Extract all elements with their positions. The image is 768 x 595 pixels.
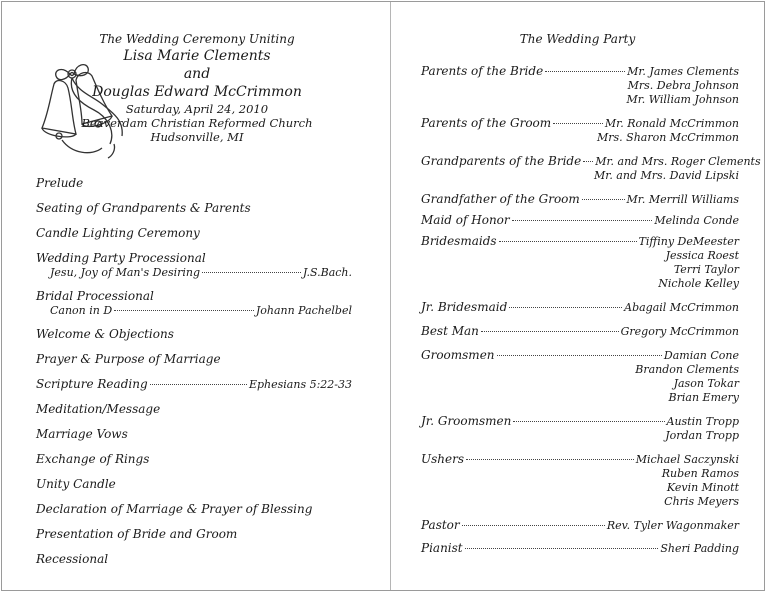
party-row bbox=[421, 192, 739, 207]
party-member: Tiffiny DeMeester bbox=[638, 235, 739, 248]
party-group bbox=[421, 348, 739, 405]
dot-leader bbox=[497, 355, 662, 356]
party-member: Michael Saczynski bbox=[635, 453, 739, 466]
party-member: Ruben Ramos bbox=[661, 467, 739, 480]
program-item: Seating of Grandparents & Parents bbox=[36, 201, 251, 215]
party-role: Grandfather of the Groom bbox=[421, 192, 580, 206]
party-role: Best Man bbox=[421, 324, 479, 338]
party-member: Terri Taylor bbox=[673, 263, 739, 276]
program-item-label: Bridal Processional bbox=[36, 289, 154, 303]
dot-leader bbox=[553, 123, 603, 124]
dot-leader bbox=[114, 310, 254, 311]
order-of-service bbox=[36, 176, 352, 567]
party-row bbox=[421, 518, 739, 533]
program-item: Prelude bbox=[36, 176, 84, 190]
dot-leader bbox=[465, 548, 659, 549]
party-group bbox=[421, 518, 739, 533]
party-member: Jordan Tropp bbox=[665, 429, 739, 442]
party-row bbox=[421, 452, 739, 467]
program-item: Exchange of Rings bbox=[36, 452, 150, 466]
party-group bbox=[421, 300, 739, 315]
dot-leader bbox=[481, 331, 619, 332]
party-group bbox=[421, 414, 739, 443]
program-item-label: Scripture Reading bbox=[36, 377, 148, 391]
ceremony-panel bbox=[2, 2, 390, 590]
music-title: Jesu, Joy of Man's Desiring bbox=[50, 266, 201, 279]
program-item bbox=[36, 377, 352, 392]
party-group bbox=[421, 541, 739, 556]
music-title: Canon in D bbox=[50, 304, 113, 317]
party-member: Mrs. Sharon McCrimmon bbox=[597, 131, 739, 144]
party-role: Parents of the Bride bbox=[421, 64, 544, 78]
wedding-party-list bbox=[421, 64, 761, 564]
groom-name: Douglas Edward McCrimmon bbox=[92, 84, 302, 100]
party-row bbox=[421, 414, 739, 429]
party-row bbox=[421, 324, 739, 339]
party-member: Mr. Merrill Williams bbox=[626, 193, 739, 206]
party-row bbox=[421, 116, 739, 131]
party-member: Nichole Kelley bbox=[658, 277, 739, 290]
party-member: Mr. James Clements bbox=[627, 65, 739, 78]
party-member: Brandon Clements bbox=[635, 363, 739, 376]
party-member: Damian Cone bbox=[663, 349, 739, 362]
party-member: Gregory McCrimmon bbox=[620, 325, 739, 338]
party-row bbox=[421, 541, 739, 556]
party-group bbox=[421, 116, 739, 145]
party-member: Sheri Padding bbox=[660, 542, 739, 555]
party-row bbox=[421, 64, 739, 79]
party-member: Mr. and Mrs. Roger Clements bbox=[595, 155, 761, 168]
party-role: Parents of the Groom bbox=[421, 116, 552, 130]
party-role: Groomsmen bbox=[421, 348, 495, 362]
party-group bbox=[421, 324, 739, 339]
party-row bbox=[421, 234, 739, 249]
dot-leader bbox=[150, 384, 247, 385]
party-member: Melinda Conde bbox=[654, 214, 739, 227]
party-member: Jessica Roest bbox=[665, 249, 739, 262]
scripture-reference: Ephesians 5:22-33 bbox=[248, 378, 352, 391]
program-item: Declaration of Marriage & Prayer of Blessing bbox=[36, 502, 313, 516]
wedding-program-page bbox=[1, 1, 765, 591]
party-role: Pianist bbox=[421, 541, 463, 555]
party-member: Brian Emery bbox=[668, 391, 739, 404]
ceremony-header bbox=[62, 32, 332, 144]
program-item: Marriage Vows bbox=[36, 427, 128, 441]
party-role: Bridesmaids bbox=[421, 234, 497, 248]
ceremony-title: The Wedding Ceremony Uniting bbox=[99, 32, 295, 46]
program-item bbox=[36, 289, 352, 318]
church-city: Hudsonville, MI bbox=[150, 130, 244, 144]
church-name: Beaverdam Christian Reformed Church bbox=[81, 116, 313, 130]
party-row bbox=[421, 300, 739, 315]
dot-leader bbox=[462, 525, 605, 526]
program-item: Meditation/Message bbox=[36, 402, 161, 416]
party-row bbox=[421, 154, 761, 169]
dot-leader bbox=[509, 307, 622, 308]
party-group bbox=[421, 154, 761, 183]
party-member: Kevin Minott bbox=[666, 481, 739, 494]
party-member: Chris Meyers bbox=[664, 495, 739, 508]
dot-leader bbox=[583, 161, 593, 162]
program-item: Unity Candle bbox=[36, 477, 116, 491]
party-role: Jr. Groomsmen bbox=[421, 414, 512, 428]
program-item: Welcome & Objections bbox=[36, 327, 174, 341]
program-subitem bbox=[36, 304, 352, 318]
party-role: Jr. Bridesmaid bbox=[421, 300, 508, 314]
party-group bbox=[421, 192, 739, 207]
party-group bbox=[421, 452, 739, 509]
party-role: Pastor bbox=[421, 518, 460, 532]
composer: J.S.Bach. bbox=[302, 266, 352, 279]
program-item: Prayer & Purpose of Marriage bbox=[36, 352, 221, 366]
party-member: Jason Tokar bbox=[673, 377, 739, 390]
party-group bbox=[421, 64, 739, 107]
program-item-label: Wedding Party Processional bbox=[36, 251, 206, 265]
program-item: Presentation of Bride and Groom bbox=[36, 527, 238, 541]
wedding-party-title: The Wedding Party bbox=[519, 32, 636, 46]
dot-leader bbox=[202, 272, 301, 273]
ceremony-date: Saturday, April 24, 2010 bbox=[125, 102, 269, 116]
program-item: Candle Lighting Ceremony bbox=[36, 226, 200, 240]
party-member: Austin Tropp bbox=[666, 415, 739, 428]
party-member: Rev. Tyler Wagonmaker bbox=[606, 519, 739, 532]
party-row bbox=[421, 213, 739, 228]
party-role: Ushers bbox=[421, 452, 464, 466]
dot-leader bbox=[582, 199, 625, 200]
party-group bbox=[421, 213, 739, 228]
and-text: and bbox=[183, 66, 211, 82]
wedding-party-panel bbox=[391, 2, 764, 590]
party-member: Mr. Ronald McCrimmon bbox=[604, 117, 739, 130]
party-row bbox=[421, 348, 739, 363]
composer: Johann Pachelbel bbox=[255, 304, 352, 317]
bride-name: Lisa Marie Clements bbox=[123, 48, 271, 64]
party-member: Mrs. Debra Johnson bbox=[627, 79, 739, 92]
party-member: Abagail McCrimmon bbox=[624, 301, 739, 314]
program-item bbox=[36, 251, 352, 280]
dot-leader bbox=[499, 241, 637, 242]
party-role: Maid of Honor bbox=[421, 213, 510, 227]
party-role: Grandparents of the Bride bbox=[421, 154, 582, 168]
party-member: Mr. William Johnson bbox=[626, 93, 739, 106]
program-item: Recessional bbox=[36, 552, 109, 566]
dot-leader bbox=[545, 71, 625, 72]
program-subitem bbox=[36, 266, 352, 280]
party-member: Mr. and Mrs. David Lipski bbox=[594, 169, 739, 182]
dot-leader bbox=[513, 421, 664, 422]
party-group bbox=[421, 234, 739, 291]
dot-leader bbox=[512, 220, 653, 221]
dot-leader bbox=[466, 459, 634, 460]
